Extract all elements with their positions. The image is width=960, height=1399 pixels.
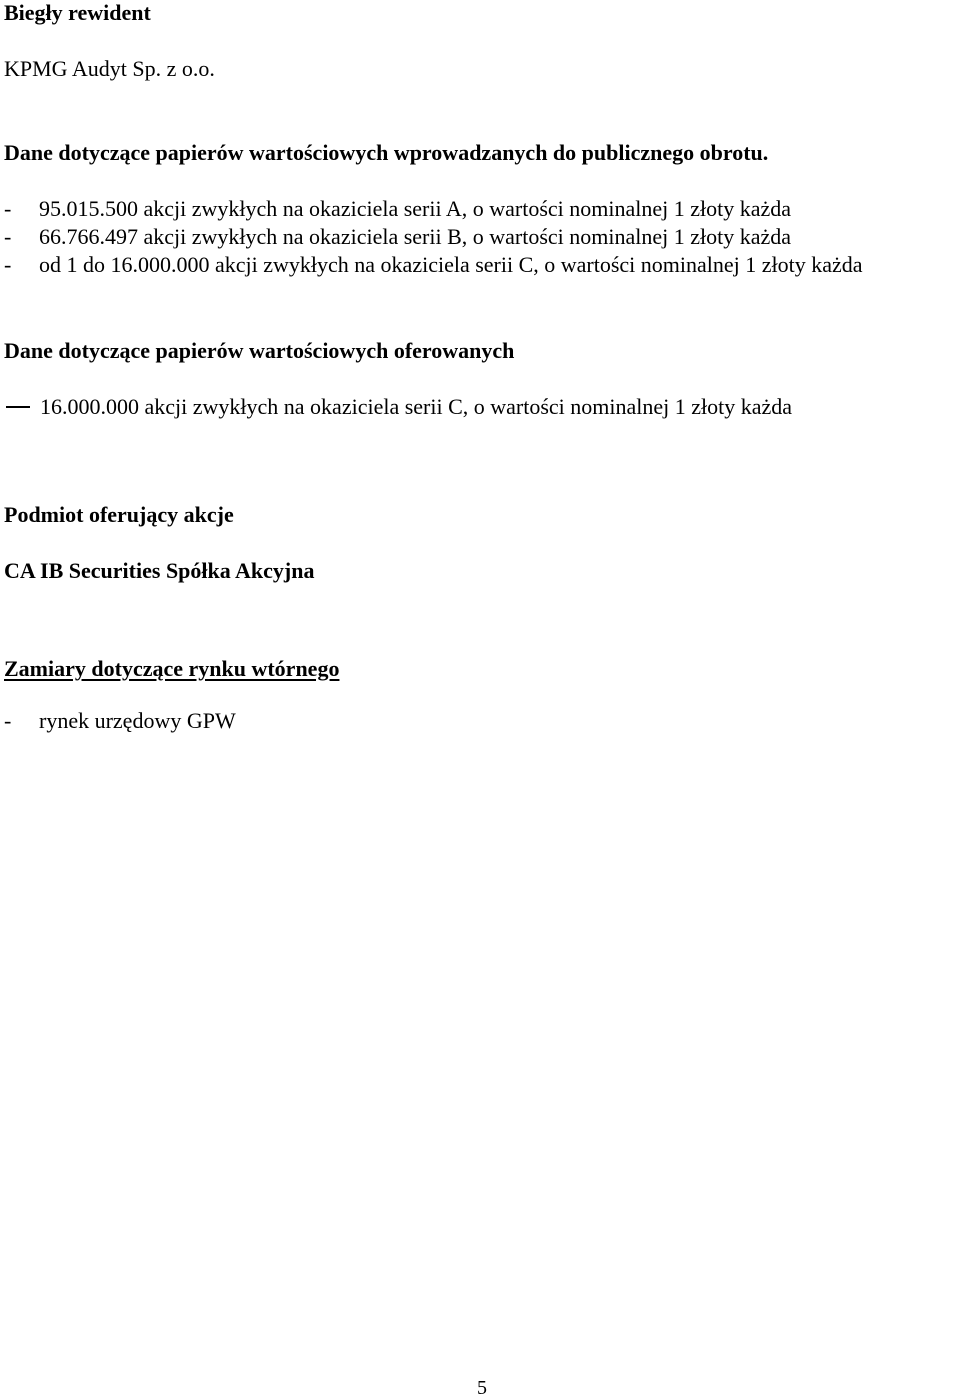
list-item xyxy=(4,224,791,250)
list-item xyxy=(4,394,792,420)
securities-introduced-heading: Dane dotyczące papierów wartościowych wprowadzanych do publicznego obrotu. xyxy=(4,140,769,165)
list-item xyxy=(4,196,791,222)
list-item-text: rynek urzędowy GPW xyxy=(39,708,236,733)
auditor-name: KPMG Audyt Sp. z o.o. xyxy=(4,56,215,81)
offeror-name: CA IB Securities Spółka Akcyjna xyxy=(4,558,315,583)
secondary-market-heading: Zamiary dotyczące rynku wtórnego xyxy=(4,656,340,681)
list-item-text: 95.015.500 akcji zwykłych na okaziciela serii A, o wartości nominalnej 1 złoty każda xyxy=(39,196,792,221)
list-item-text: od 1 do 16.000.000 akcji zwykłych na okaziciela serii C, o wartości nominalnej 1 złoty każda xyxy=(39,252,863,277)
offeror-heading: Podmiot oferujący akcje xyxy=(4,502,234,527)
auditor-heading: Biegły rewident xyxy=(4,0,151,25)
list-item-text: 66.766.497 akcji zwykłych na okaziciela serii B, o wartości nominalnej 1 złoty każda xyxy=(39,224,792,249)
list-item xyxy=(4,708,236,734)
list-bullet: - xyxy=(4,252,12,277)
list-item xyxy=(4,252,863,278)
list-bullet: - xyxy=(4,196,12,221)
list-item-text: 16.000.000 akcji zwykłych na okaziciela serii C, o wartości nominalnej 1 złoty każda xyxy=(40,394,793,419)
list-bullet: - xyxy=(4,224,12,249)
dash-bullet-icon xyxy=(4,406,40,408)
list-bullet: - xyxy=(4,708,12,733)
page-number: 5 xyxy=(477,1377,487,1399)
securities-offered-heading: Dane dotyczące papierów wartościowych oferowanych xyxy=(4,338,515,363)
